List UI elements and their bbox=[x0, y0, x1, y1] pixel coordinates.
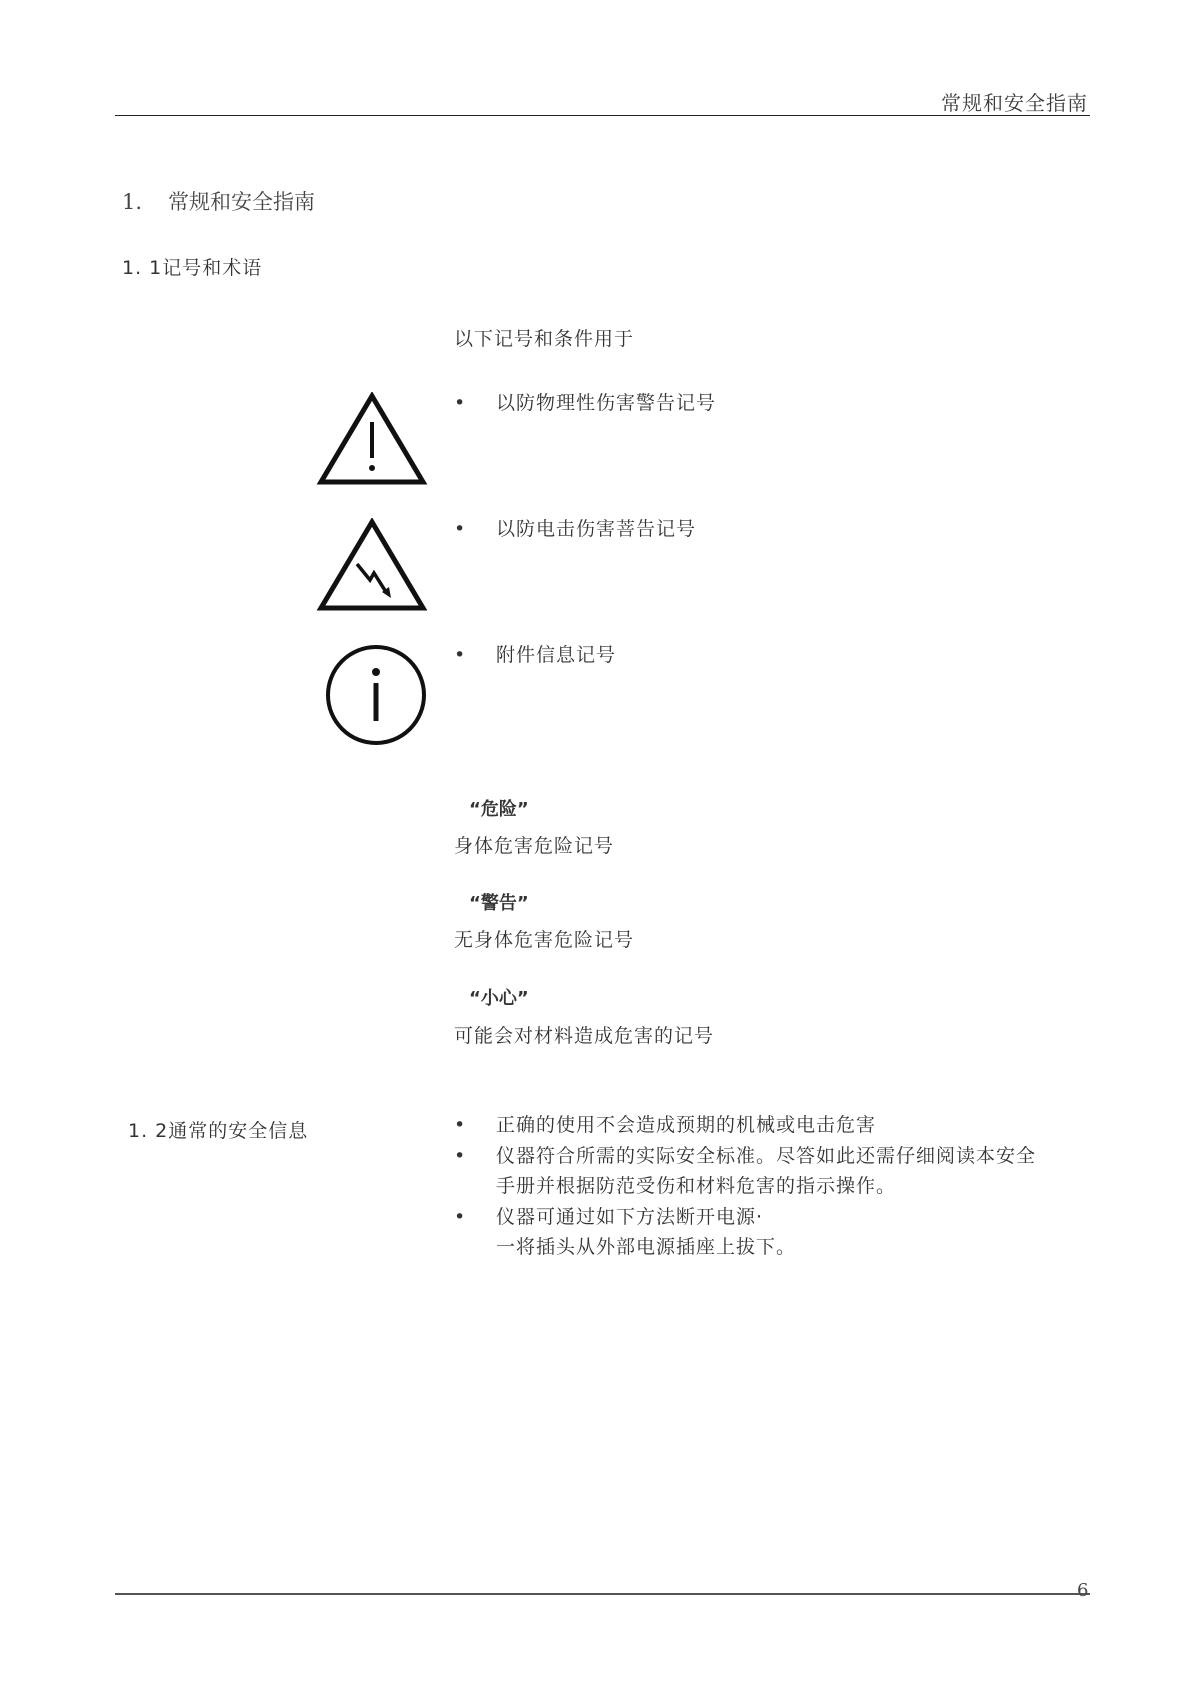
bullet: • bbox=[454, 1114, 467, 1136]
header-rule bbox=[115, 115, 1090, 116]
term-caution: “小心” bbox=[469, 988, 529, 1009]
running-header: 常规和安全指南 bbox=[941, 91, 1088, 115]
section-heading-symbols: 1. 1记号和术语 bbox=[122, 257, 263, 279]
bullet: • bbox=[454, 1206, 467, 1228]
bullet: • bbox=[454, 1145, 467, 1167]
electric-shock-warning-icon bbox=[316, 518, 428, 613]
symbol-item-label: 以防物理性伤害警告记号 bbox=[496, 392, 717, 414]
symbol-item-label: 以防电击伤害菩告记号 bbox=[496, 518, 697, 540]
term-caution-description: 可能会对材料造成危害的记号 bbox=[454, 1025, 715, 1047]
chapter-title-text: 常规和安全指南 bbox=[168, 190, 315, 214]
list-item bbox=[454, 1202, 1104, 1262]
term-warning: “警告” bbox=[469, 893, 529, 914]
list-item bbox=[454, 1110, 1104, 1140]
list-item-line: 正确的使用不会造成预期的机械或电击危害 bbox=[496, 1114, 877, 1136]
bullet: • bbox=[454, 644, 467, 666]
term-danger: “危险” bbox=[469, 799, 529, 820]
list-item-line: 仪器可通过如下方法断开电源· bbox=[496, 1206, 764, 1228]
list-item-line: 一将插头从外部电源插座上拔下。 bbox=[496, 1236, 797, 1258]
symbol-item-label: 附件信息记号 bbox=[496, 644, 617, 666]
bullet: • bbox=[454, 518, 467, 540]
list-item-line: 仪器符合所需的实际安全标准。尽答如此还需仔细阅读本安全 bbox=[496, 1145, 1037, 1167]
symbol-item-info bbox=[454, 640, 616, 667]
list-item bbox=[454, 1141, 1104, 1201]
symbols-intro: 以下记号和条件用于 bbox=[454, 328, 635, 350]
term-warning-description: 无身体危害危险记号 bbox=[454, 929, 635, 951]
list-item-line: 手册并根据防范受伤和材料危害的指示操作。 bbox=[496, 1175, 897, 1197]
term-danger-description: 身体危害危险记号 bbox=[454, 835, 615, 857]
section-heading-safety: 1. 2通常的安全信息 bbox=[128, 1120, 309, 1142]
chapter-title bbox=[122, 186, 315, 216]
safety-info-list bbox=[454, 1110, 1104, 1263]
symbol-item-physical-warning bbox=[454, 388, 716, 415]
symbol-item-electric-warning bbox=[454, 514, 696, 541]
page-number: 6 bbox=[1077, 1580, 1089, 1601]
info-circle-icon bbox=[323, 643, 429, 747]
bullet: • bbox=[454, 392, 467, 414]
footer-rule bbox=[115, 1593, 1090, 1595]
chapter-number: 1. bbox=[122, 190, 143, 214]
warning-triangle-icon bbox=[316, 392, 428, 487]
